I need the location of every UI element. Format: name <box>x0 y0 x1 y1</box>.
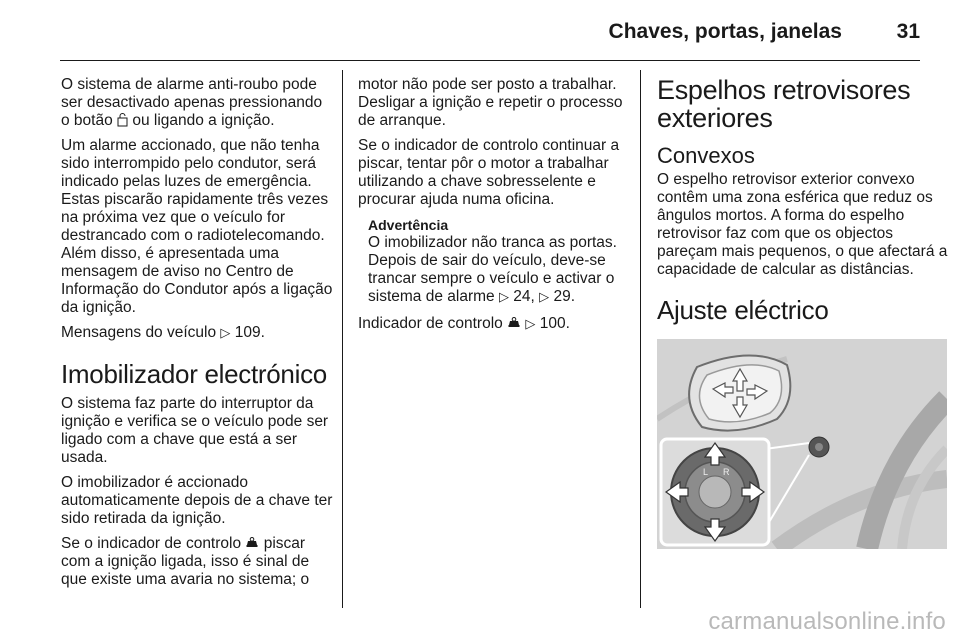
paragraph: O espelho retrovisor exterior convexo contêm uma zona esférica que reduz os ângulos mortos. A forma do espelho retrovisor faz com que os objectos pareçam mais pequenos, o que afectará a capacidade de calcular as distâncias. <box>657 171 948 278</box>
paragraph: Se o indicador de controlo continuar a piscar, tentar pôr o motor a trabalhar utilizando a chave sobresselente e procurar ajuda numa oficina. <box>358 137 620 208</box>
column-3 <box>657 76 949 549</box>
mirror-adjustment-illustration <box>657 339 947 549</box>
section-heading: Imobilizador electrónico <box>61 359 327 389</box>
reference-arrow-icon: ▷ <box>498 290 509 305</box>
warning-note: Advertência O imobilizador não tranca as portas. Depois de sair do veículo, deve-se trancar sempre o veículo e activar o sistema de alarme ▷ 24, ▷ 29. <box>368 216 630 307</box>
section-heading: Ajuste eléctrico <box>657 295 829 325</box>
immobilizer-car-key-icon <box>507 317 521 329</box>
paragraph: Um alarme accionado, que não tenha sido interrompido pelo condutor, será indicado pelas luzes de emergência. Estas piscarão rapidamente três vezes na próxima vez que o veículo for destrancado com o radiotelecomando. Além disso, é apresentada uma mensagem de aviso no Centro de Informação do Condutor após a ligação da ignição. <box>61 137 333 316</box>
watermark-url: carmanualsonline.info <box>708 608 946 635</box>
reference-arrow-icon: ▷ <box>525 317 536 332</box>
left-mirror-label: L <box>703 467 709 477</box>
immobilizer-car-key-icon <box>245 537 259 549</box>
page-number: 31 <box>896 20 920 43</box>
page-reference-link[interactable]: 109. <box>234 324 265 341</box>
column-divider <box>640 70 641 608</box>
column-2 <box>358 76 630 341</box>
note-heading: Advertência <box>368 217 449 233</box>
paragraph: Mensagens do veículo ▷ 109. <box>61 324 265 341</box>
page-reference-link[interactable]: 29. <box>553 288 576 305</box>
subsection-heading: Convexos <box>657 143 755 168</box>
column-divider <box>342 70 343 608</box>
page-reference-link[interactable]: 100. <box>539 315 570 332</box>
paragraph: O sistema faz parte do interruptor da ignição e verifica se o veículo pode ser ligado com a chave que está a ser usada. <box>61 395 329 466</box>
reference-arrow-icon: ▷ <box>220 326 231 341</box>
paragraph: Se o indicador de controlo piscar com a ignição ligada, isso é sinal de que existe uma avaria no sistema; o <box>61 535 310 588</box>
header-rule <box>60 60 920 61</box>
right-mirror-label: R <box>723 467 730 477</box>
column-1 <box>61 76 333 596</box>
paragraph: O imobilizador é accionado automaticamente depois de a chave ter sido retirada da ignição. <box>61 474 333 527</box>
reference-arrow-icon: ▷ <box>539 290 550 305</box>
page-reference-link[interactable]: 24, <box>513 288 535 305</box>
paragraph: Indicador de controlo ▷ 100. <box>358 315 570 332</box>
paragraph: O sistema de alarme anti-roubo pode ser desactivado apenas pressionando o botão ou ligando a ignição. <box>61 76 323 129</box>
section-heading: Espelhos retrovisores exteriores <box>657 75 911 133</box>
header-title: Chaves, portas, janelas <box>608 20 842 43</box>
page-header <box>0 0 960 62</box>
lock-button-icon <box>117 113 128 127</box>
paragraph: motor não pode ser posto a trabalhar. Desligar a ignição e repetir o processo de arranque. <box>358 76 623 129</box>
